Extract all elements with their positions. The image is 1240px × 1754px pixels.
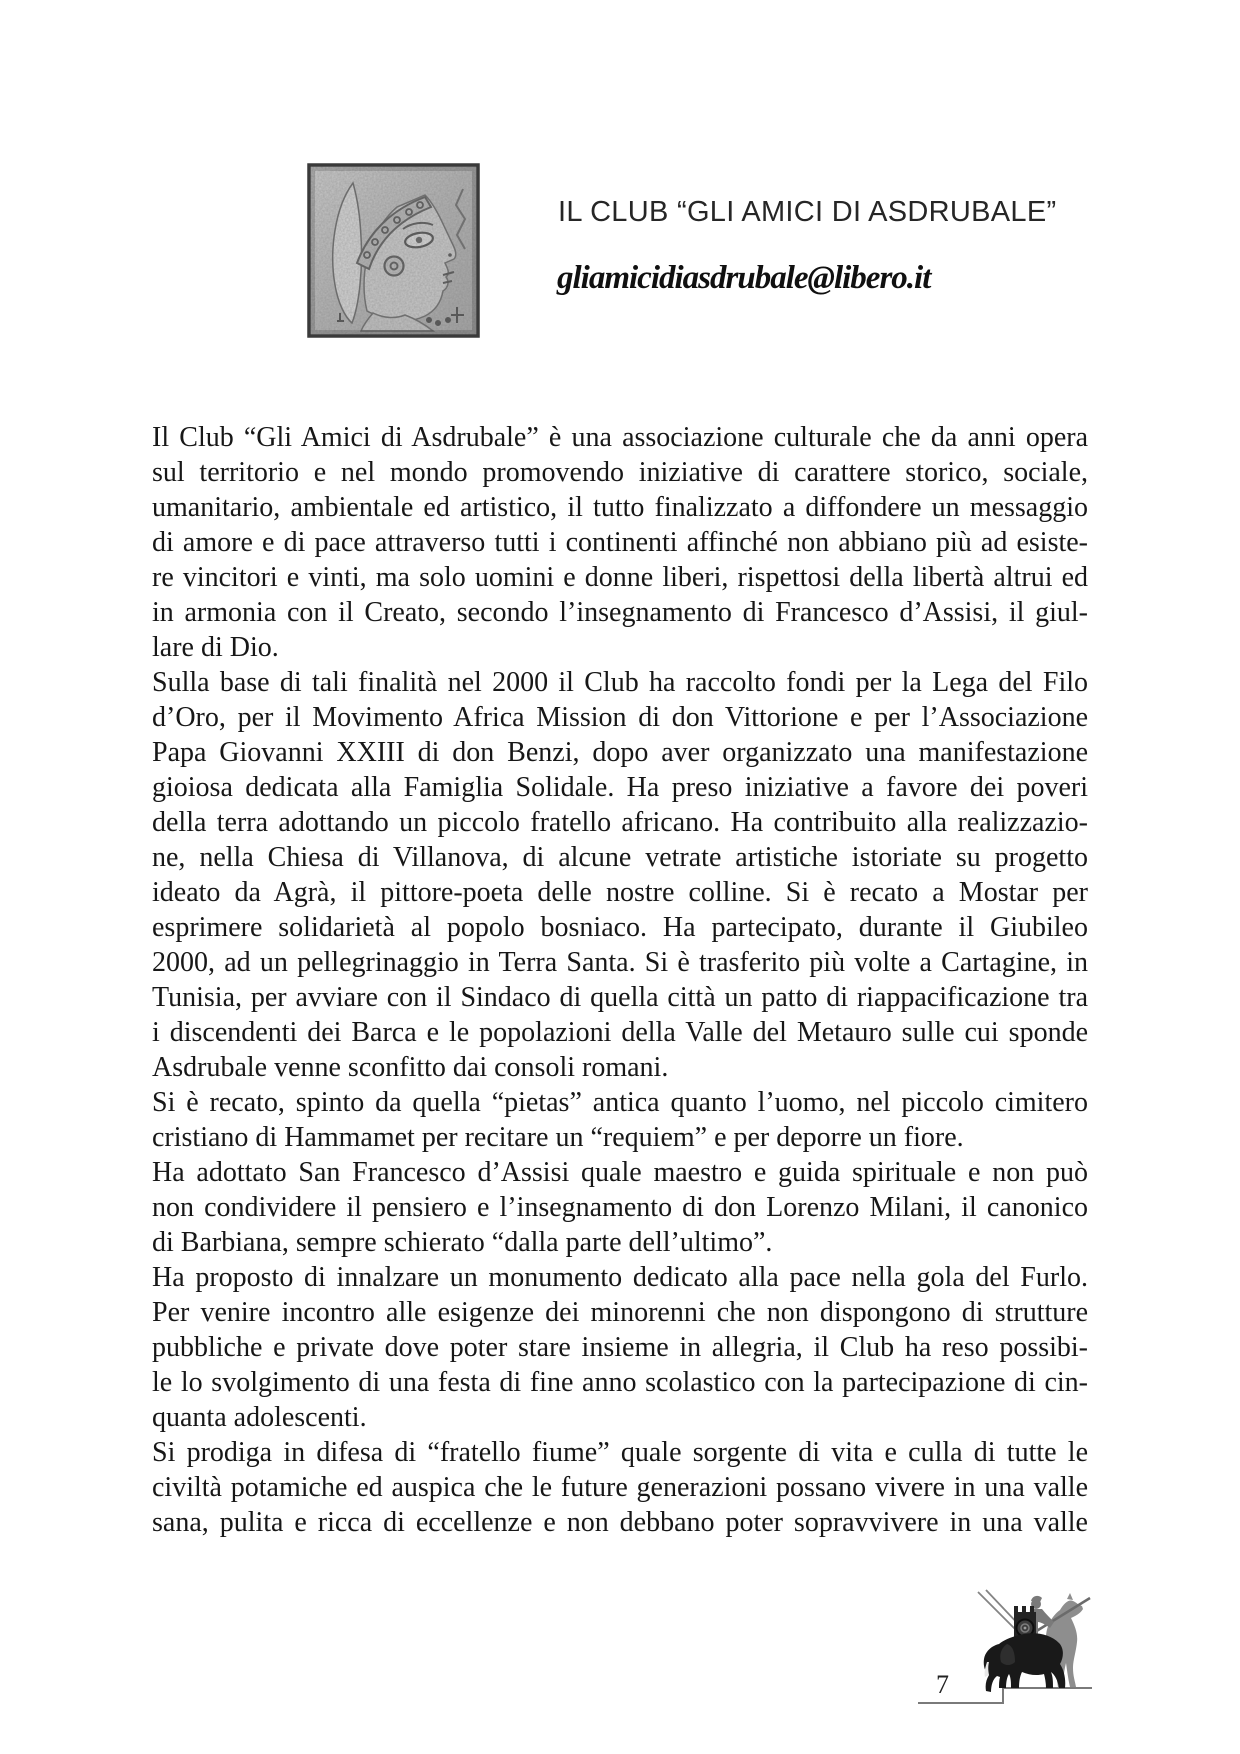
body-line: ideato da Agrà, il pittore-poeta delle nostre colline. Si è recato a Mostar per bbox=[152, 877, 1088, 908]
body-line: le lo svolgimento di una festa di fine anno scolastico con la partecipazione di cin- bbox=[152, 1367, 1088, 1398]
body-line: Ha adottato San Francesco d’Assisi quale maestro e guida spirituale e non può bbox=[152, 1157, 1088, 1188]
footer-rule-lower bbox=[918, 1702, 1003, 1704]
body-line: Si è recato, spinto da quella “pietas” antica quanto l’uomo, nel piccolo cimitero bbox=[152, 1087, 1088, 1118]
body-line: gioiosa dedicata alla Famiglia Solidale. Ha preso iniziative a favore dei poveri bbox=[152, 772, 1088, 803]
body-line: sana, pulita e ricca di eccellenze e non debbano poter sopravvivere in una valle bbox=[152, 1507, 1088, 1538]
body-line: Si prodiga in difesa di “fratello fiume” quale sorgente di vita e culla di tutte le bbox=[152, 1437, 1088, 1468]
body-line: della terra adottando un piccolo fratello africano. Ha contribuito alla realizzazio- bbox=[152, 807, 1088, 838]
body-line: 2000, ad un pellegrinaggio in Terra Santa. Si è trasferito più volte a Cartagine, in bbox=[152, 947, 1088, 978]
body-line: di Barbiana, sempre schierato “dalla parte dell’ultimo”. bbox=[152, 1227, 773, 1258]
body-line: d’Oro, per il Movimento Africa Mission di don Vittorione e per l’Associazione bbox=[152, 702, 1088, 733]
body-line: Tunisia, per avviare con il Sindaco di quella città un patto di riappacificazione tra bbox=[152, 982, 1088, 1013]
body-line: Asdrubale venne sconfitto dai consoli romani. bbox=[152, 1052, 669, 1083]
body-line: civiltà potamiche ed auspica che le future generazioni possano vivere in una valle bbox=[152, 1472, 1088, 1503]
stone-texture bbox=[308, 164, 479, 337]
club-email: gliamicidiasdrubale@libero.it bbox=[557, 260, 931, 296]
body-line: in armonia con il Creato, secondo l’insegnamento di Francesco d’Assisi, il giul- bbox=[152, 597, 1088, 628]
body-line: cristiano di Hammamet per recitare un “requiem” e per deporre un fiore. bbox=[152, 1122, 964, 1153]
body-line: i discendenti dei Barca e le popolazioni della Valle del Metauro sulle cui sponde bbox=[152, 1017, 1088, 1048]
body-line: non condividere il pensiero e l’insegnamento di don Lorenzo Milani, il canonico bbox=[152, 1192, 1088, 1223]
page-number: 7 bbox=[936, 1670, 949, 1699]
body-line: Il Club “Gli Amici di Asdrubale” è una associazione culturale che da anni opera bbox=[152, 422, 1088, 453]
body-line: pubbliche e private dove poter stare insieme in allegria, il Club ha reso possibi- bbox=[152, 1332, 1088, 1363]
body-line: Papa Giovanni XXIII di don Benzi, dopo aver organizzato una manifestazione bbox=[152, 737, 1088, 768]
war-elephant-horseman-icon bbox=[972, 1586, 1096, 1696]
body-line: sul territorio e nel mondo promovendo iniziative di carattere storico, sociale, bbox=[152, 457, 1088, 488]
body-line: Ha proposto di innalzare un monumento dedicato alla pace nella gola del Furlo. bbox=[152, 1262, 1088, 1293]
stone-relief-profile-head-icon bbox=[307, 163, 480, 338]
elephant-icon bbox=[984, 1633, 1066, 1692]
body-line: Per venire incontro alle esigenze dei minorenni che non dispongono di strutture bbox=[152, 1297, 1088, 1328]
body-line: ne, nella Chiesa di Villanova, di alcune vetrate artistiche istoriate su progetto bbox=[152, 842, 1088, 873]
horse-ear bbox=[1067, 1593, 1073, 1600]
body-line: lare di Dio. bbox=[152, 632, 279, 663]
body-line: umanitario, ambientale ed artistico, il tutto finalizzato a diffondere un messaggio bbox=[152, 492, 1088, 523]
body-line: re vincitori e vinti, ma solo uomini e donne liberi, rispettosi della libertà altrui ed bbox=[152, 562, 1088, 593]
body-line: quanta adolescenti. bbox=[152, 1402, 367, 1433]
body-line: di amore e di pace attraverso tutti i continenti affinché non abbiano più ad esiste- bbox=[152, 527, 1088, 558]
page-title: IL CLUB “GLI AMICI DI ASDRUBALE” bbox=[558, 196, 1057, 228]
body-text bbox=[152, 420, 1088, 1540]
body-line: esprimere solidarietà al popolo bosniaco. Ha partecipato, durante il Giubileo bbox=[152, 912, 1088, 943]
body-line: Sulla base di tali finalità nel 2000 il Club ha raccolto fondi per la Lega del Filo bbox=[152, 667, 1088, 698]
